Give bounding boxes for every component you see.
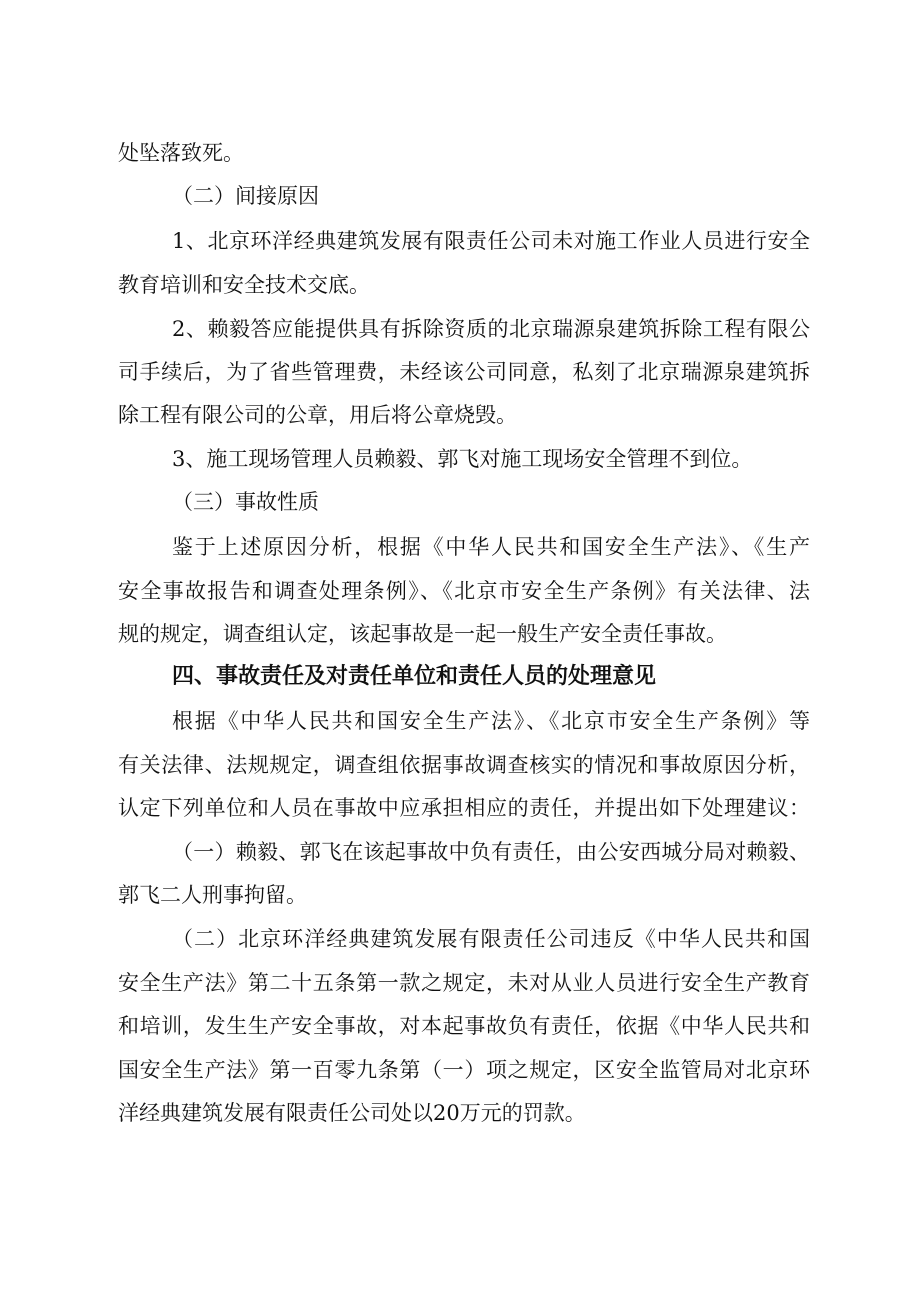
paragraph-line <box>0 138 920 168</box>
paragraph-line <box>0 837 920 867</box>
line-text: 处坠落致死。 <box>118 141 244 165</box>
paragraph-line <box>0 924 920 954</box>
line-text: 教育培训和安全技术交底。 <box>118 273 370 297</box>
line-text: 2、赖毅答应能提供具有拆除资质的北京瑞源泉建筑拆除工程有限公 <box>172 317 810 341</box>
paragraph-line <box>0 619 920 649</box>
line-text: 安全生产法》第二十五条第一款之规定，未对从业人员进行安全生产教育 <box>118 971 810 995</box>
subsection-heading-accident-nature <box>0 487 920 517</box>
subsection-heading-indirect-causes <box>0 181 920 211</box>
paragraph-line <box>0 750 920 780</box>
line-text: 安全事故报告和调查处理条例》、《北京市安全生产条例》有关法律、法 <box>118 579 810 603</box>
line-text: 司手续后，为了省些管理费，未经该公司同意，私刻了北京瑞源泉建筑拆 <box>118 360 810 384</box>
paragraph-line <box>0 400 920 430</box>
paragraph-line <box>0 1011 920 1041</box>
paragraph-line <box>0 706 920 736</box>
line-text: 1、北京环洋经典建筑发展有限责任公司未对施工作业人员进行安全 <box>172 229 810 253</box>
line-text: （二）北京环洋经典建筑发展有限责任公司违反《中华人民共和国 <box>172 927 810 951</box>
line-text: 和培训，发生生产安全事故，对本起事故负有责任，依据《中华人民共和 <box>118 1014 810 1038</box>
line-text: 根据《中华人民共和国安全生产法》、《北京市安全生产条例》等 <box>172 709 810 733</box>
paragraph-line <box>0 444 920 474</box>
paragraph-line <box>0 880 920 910</box>
paragraph-line <box>0 314 920 344</box>
paragraph-line <box>0 1055 920 1085</box>
line-text: 洋经典建筑发展有限责任公司处以20万元的罚款。 <box>118 1101 586 1125</box>
paragraph-line <box>0 226 920 256</box>
paragraph-line <box>0 357 920 387</box>
paragraph-line <box>0 532 920 562</box>
line-text: 3、施工现场管理人员赖毅、郭飞对施工现场安全管理不到位。 <box>172 447 753 471</box>
line-text: 鉴于上述原因分析，根据《中华人民共和国安全生产法》、《生产 <box>172 535 810 559</box>
paragraph-line <box>0 270 920 300</box>
line-text: （一）赖毅、郭飞在该起事故中负有责任，由公安西城分局对赖毅、 <box>172 840 810 864</box>
paragraph-line <box>0 576 920 606</box>
paragraph-line <box>0 1098 920 1128</box>
line-text: 规的规定，调查组认定，该起事故是一起一般生产安全责任事故。 <box>118 622 727 646</box>
line-text: 国安全生产法》第一百零九条第（一）项之规定，区安全监管局对北京环 <box>118 1058 810 1082</box>
line-text: 认定下列单位和人员在事故中应承担相应的责任，并提出如下处理建议： <box>118 796 810 820</box>
paragraph-line <box>0 968 920 998</box>
line-text: 除工程有限公司的公章，用后将公章烧毁。 <box>118 403 517 427</box>
line-text: （二）间接原因 <box>172 184 319 208</box>
section-heading-4: 四、事故责任及对责任单位和责任人员的处理意见 <box>172 664 657 689</box>
line-text: 郭飞二人刑事拘留。 <box>118 883 307 907</box>
line-text: （三）事故性质 <box>172 490 319 514</box>
paragraph-line <box>0 793 920 823</box>
line-text: 有关法律、法规规定，调查组依据事故调查核实的情况和事故原因分析， <box>118 753 810 777</box>
